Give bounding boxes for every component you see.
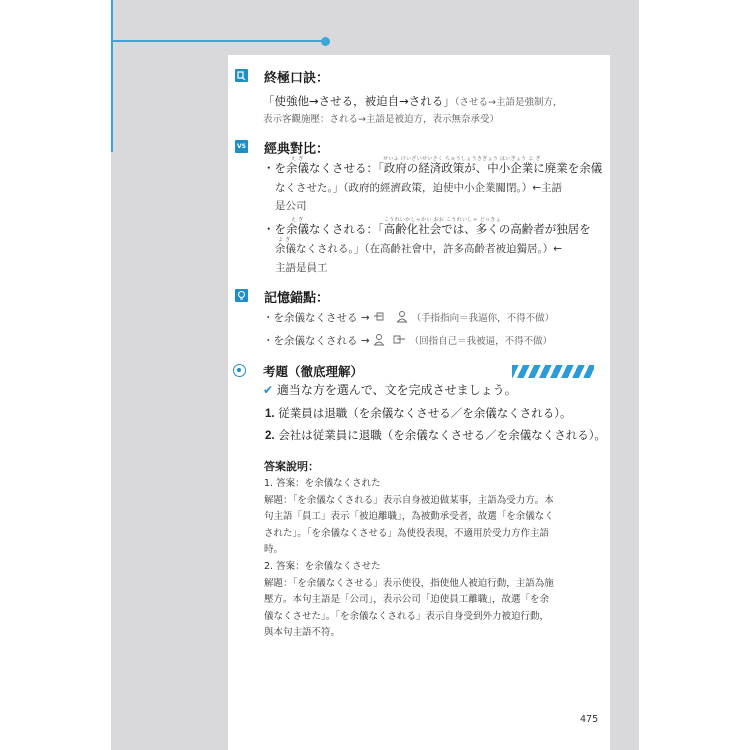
header-dot — [321, 37, 330, 46]
compare-line-1: ・を余儀なくさせる：「政府の経済政策が、中小企業に廃業を余儀 — [263, 161, 603, 175]
check-icon: ✔ — [263, 383, 274, 397]
tip-aside-2: 表示客觀施壓：される→主語是被迫方，表示無奈承受） — [263, 114, 499, 125]
answer-2-line-4: 與本句主語不符。 — [264, 627, 341, 638]
question-2 — [265, 427, 606, 443]
section-title-compare: 經典對比： — [264, 142, 330, 157]
compare-line-6: 主語是員工 — [275, 262, 328, 274]
header-line — [111, 40, 324, 42]
ruby-2: せいふ けいざいせいさく ちゅうしょうきぎょう はいぎょう よ ぎ — [383, 156, 541, 162]
answers-title: 答案說明： — [264, 460, 319, 473]
answer-1-line-2: 句主語「員工」表示「被迫離職」，為被動承受者，故選「を余儀なく — [264, 511, 554, 522]
answer-1-head: 1. 答案：を余儀なくされた — [264, 478, 381, 489]
memory-item-2 — [263, 333, 552, 349]
margin-vertical-line — [111, 0, 113, 152]
tip-main — [263, 93, 563, 109]
question-1-number: 1. — [265, 408, 275, 420]
ruby-3: え ぎ — [291, 217, 304, 223]
question-2-number: 2. — [265, 430, 275, 442]
person-icon — [373, 333, 385, 349]
memory-item-1-pre: ・を余儀なくさせる → — [263, 312, 370, 324]
section-title-exercise: 考題（徹底理解） — [263, 364, 364, 379]
section-title-memory: 記憶錨點： — [264, 291, 330, 306]
compare-line-2: なくさせた。」（政府的經濟政策，迫使中小企業關閉。）←主語 — [275, 182, 563, 194]
compare-line-3: 是公司 — [275, 200, 307, 212]
page-number: 475 — [580, 714, 599, 725]
compare-line-5: 余儀なくされる。」（在高齡社會中，許多高齡者被迫獨居。）← — [275, 243, 563, 255]
exercise-instruction-text: 適当な方を選んで、文を完成させましょう。 — [276, 383, 517, 397]
lightbulb-icon — [235, 289, 248, 302]
question-1 — [265, 405, 572, 421]
answer-2-line-3: 儀なくさせた」。「を余儀なくされる」表示自身受到外力被迫行動， — [264, 611, 550, 622]
section-title-tip: 終極口訣： — [264, 71, 330, 86]
answer-2-line-2: 壓方。本句主語是「公司」，表示公司「迫使員工離職」，故選「を余 — [264, 594, 550, 605]
target-icon — [233, 364, 246, 377]
tip-aside-1: （させる→主語是強制方， — [454, 97, 563, 108]
memory-item-1-post: （手指指向＝我逼你，不得不做） — [411, 313, 555, 324]
book-icon — [235, 69, 248, 82]
exercise-instruction — [263, 381, 517, 398]
ruby-1: え ぎ — [291, 156, 304, 162]
tip-main-text: 「使強他→させる，被迫自→される」 — [263, 94, 455, 108]
answer-1-line-4: 時。 — [264, 544, 284, 555]
memory-item-2-pre: ・を余儀なくされる → — [263, 335, 370, 347]
hand-back-icon — [388, 333, 406, 349]
stripes-decoration — [512, 365, 594, 378]
question-1-text: 従業員は退職（を余儀なくさせる／を余儀なくされる）。 — [278, 406, 572, 420]
compare-line-4: ・を余儀なくされる：「高齢化社会では、多くの高齢者が独居を — [263, 222, 591, 236]
answer-2-head: 2. 答案：を余儀なくさせた — [264, 561, 381, 572]
question-2-text: 会社は従業員に退職（を余儀なくさせる／を余儀なくされる）。 — [278, 428, 606, 442]
answer-1-line-3: された」。「を余儀なくさせる」為使役表現，不適用於受力方作主語 — [264, 528, 550, 539]
ruby-5: よ ぎ — [278, 237, 291, 243]
memory-item-1 — [263, 310, 554, 326]
answer-2-line-1: 解題：「を余儀なくさせる」表示使役，指使他人被迫行動，主語為施 — [264, 578, 554, 589]
vs-icon: VS — [235, 140, 248, 153]
ruby-4: こうれいかしゃかい おお こうれいしゃ どっきょ — [384, 217, 501, 223]
answer-1-line-1: 解題：「を余儀なくされる」表示自身被迫做某事，主語為受力方。本 — [264, 495, 554, 506]
memory-item-2-post: （回指自己＝我被逼，不得不做） — [409, 336, 553, 347]
person-icon — [396, 310, 408, 326]
pointing-hand-icon — [373, 310, 393, 326]
